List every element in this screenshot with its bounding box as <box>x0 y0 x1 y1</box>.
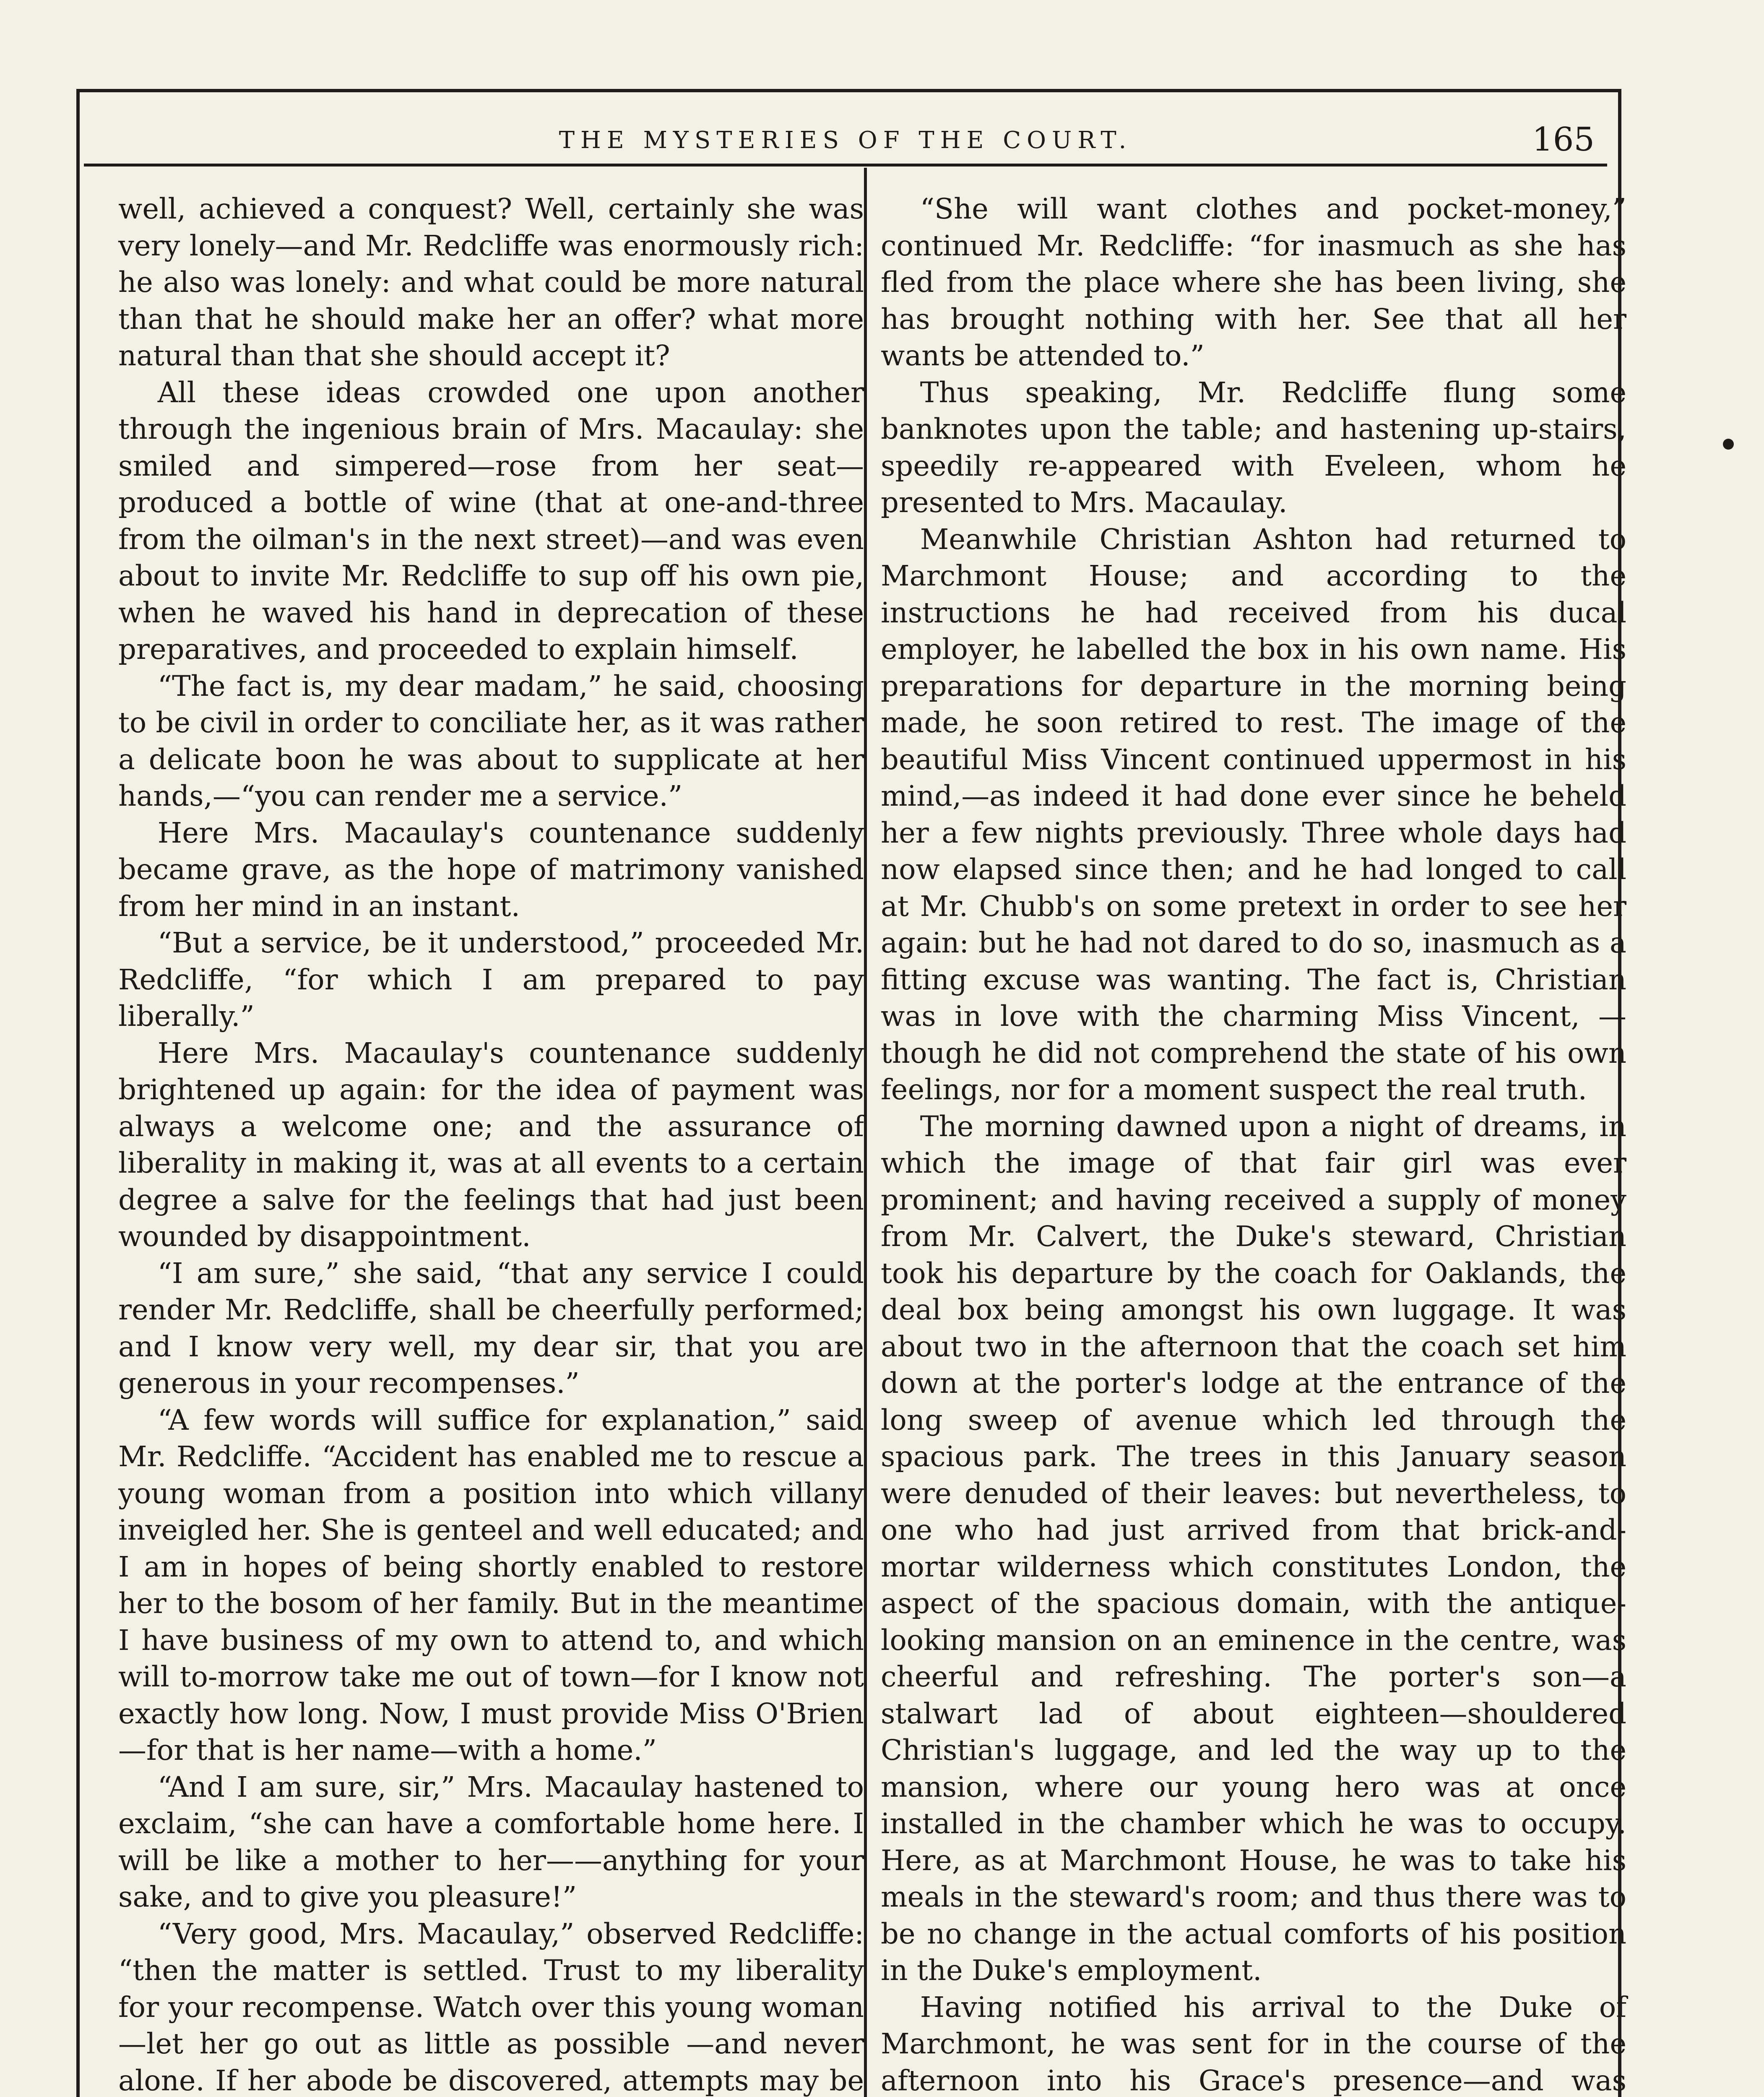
paragraph: The morning dawned upon a night of dreams, in which the image of that fair girl was ever prominent; and having received a supply of money from Mr. Calvert, the Duke's steward, Christian took his departure by the coach for Oaklands, the deal box being amongst his own luggage. It was about two in the afternoon that the coach set him down at the porter's lodge at the entrance of the long sweep of avenue which led through the spacious park. The trees in this January season were denuded of their leaves: but nevertheless, to one who had just arrived from that brick-and-mortar wilderness which constitutes London, the aspect of the spacious domain, with the antique-looking mansion on an eminence in the centre, was cheerful and refreshing. The porter's son—a stalwart lad of about eighteen—shouldered Christian's luggage, and led the way up to the mansion, where our young hero was at once installed in the chamber which he was to occupy. Here, as at Marchmont House, he was to take his meals in the steward's room; and thus there was to be no change in the actual comforts of his position in the Duke's employment. <box>881 1110 1626 1987</box>
right-column <box>881 191 1626 2097</box>
paragraph: Here Mrs. Macaulay's countenance suddenly became grave, as the hope of matrimony vanished from her mind in an instant. <box>118 816 864 923</box>
paragraph: “A few words will suffice for explanation,” said Mr. Redcliffe. “Accident has enabled me to rescue a young woman from a position into which villany inveigled her. She is genteel and well educated; and I am in hopes of being shortly enabled to restore her to the bosom of her family. But in the meantime I have business of my own to attend to, and which will to-morrow take me out of town—for I know not exactly how long. Now, I must provide Miss O'Brien—for that is her name—with a home.” <box>118 1403 864 1767</box>
paragraph: “And I am sure, sir,” Mrs. Macaulay hastened to exclaim, “she can have a comfortable home here. I will be like a mother to her——anything for your sake, and to give you pleasure!” <box>118 1770 864 1913</box>
column-divider <box>864 168 867 2097</box>
paragraph: “But a service, be it understood,” proceeded Mr. Redcliffe, “for which I am prepared to pay liberally.” <box>118 926 864 1033</box>
paragraph: Meanwhile Christian Ashton had returned to Marchmont House; and according to the instructions he had received from his ducal employer, he labelled the box in his own name. His preparations for departure in the morning being made, he soon retired to rest. The image of the beautiful Miss Vincent continued uppermost in his mind,—as indeed it had done ever since he beheld her a few nights previously. Three whole days had now elapsed since then; and he had longed to call at Mr. Chubb's on some pretext in order to see her again: but he had not dared to do so, inasmuch as a fitting excuse was wanting. The fact is, Christian was in love with the charming Miss Vincent, —though he did not comprehend the state of his own feelings, nor for a moment suspect the real truth. <box>881 523 1626 1106</box>
paragraph: Thus speaking, Mr. Redcliffe flung some banknotes upon the table; and hastening up-stairs, speedily re-appeared with Eveleen, whom he presented to Mrs. Macaulay. <box>881 376 1626 519</box>
running-head <box>84 117 1607 167</box>
paragraph: “I am sure,” she said, “that any service I could render Mr. Redcliffe, shall be cheerfully performed; and I know very well, my dear sir, that you are generous in your recompenses.” <box>118 1257 864 1400</box>
page-number: 165 <box>1532 121 1595 159</box>
paragraph: Having notified his arrival to the Duke of Marchmont, he was sent for in the course of the afternoon into his Grace's presence—and was <box>881 1990 1626 2097</box>
paragraph: “She will want clothes and pocket-money,” continued Mr. Redcliffe: “for inasmuch as she has fled from the place where she has been living, she has brought nothing with her. See that all her wants be attended to.” <box>881 193 1626 372</box>
paragraph: “The fact is, my dear madam,” he said, choosing to be civil in order to conciliate her, as it was rather a delicate boon he was about to supplicate at her hands,—“you can render me a service.” <box>118 669 864 812</box>
left-column <box>118 191 864 2097</box>
ink-spot <box>1723 439 1734 450</box>
paragraph: “Very good, Mrs. Macaulay,” observed Redcliffe: “then the matter is settled. Trust to my liberality for your recompense. Watch over this young woman—let her go out as little as possible —and never alone. If her abode be discovered, attempts may be <box>118 1917 864 2097</box>
paragraph: Here Mrs. Macaulay's countenance suddenly brightened up again: for the idea of payment was always a welcome one; and the assurance of liberality in making it, was at all events to a certain degree a salve for the feelings that had just been wounded by disappointment. <box>118 1036 864 1253</box>
paragraph: well, achieved a conquest? Well, certainly she was very lonely—and Mr. Redcliffe was enormously rich: he also was lonely: and what could be more natural than that he should make her an offer? what more natural than that she should accept it? <box>118 193 864 372</box>
paragraph: All these ideas crowded one upon another through the ingenious brain of Mrs. Macaulay: she smiled and simpered—rose from her seat—produced a bottle of wine (that at one-and-three from the oilman's in the next street)—and was even about to invite Mr. Redcliffe to sup off his own pie, when he waved his hand in deprecation of these preparatives, and proceeded to explain himself. <box>118 376 864 666</box>
running-title: THE MYSTERIES OF THE COURT. <box>559 127 1132 154</box>
